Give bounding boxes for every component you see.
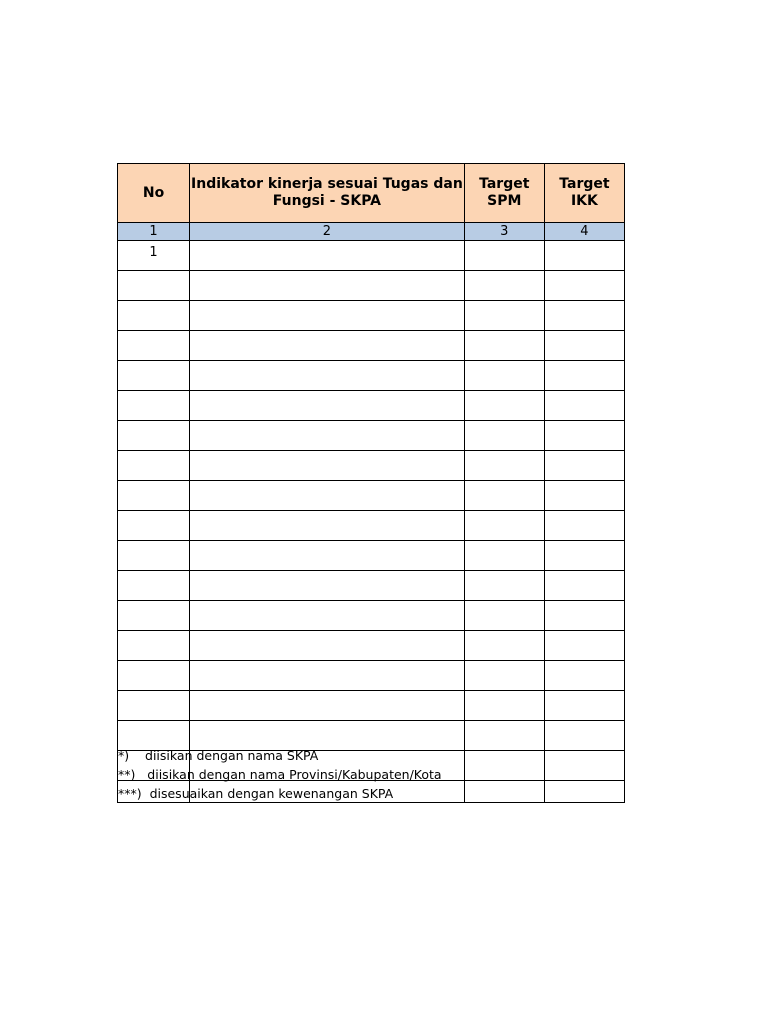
target-spm-cell[interactable]	[464, 301, 544, 331]
target-ikk-cell[interactable]	[544, 451, 624, 481]
no-cell[interactable]	[118, 631, 190, 661]
column-number-4: 4	[544, 223, 624, 241]
no-cell[interactable]	[118, 361, 190, 391]
indikator-cell[interactable]	[190, 451, 465, 481]
target-spm-cell[interactable]	[464, 601, 544, 631]
target-ikk-cell[interactable]	[544, 601, 624, 631]
target-spm-cell[interactable]	[464, 721, 544, 751]
target-spm-cell[interactable]	[464, 571, 544, 601]
no-cell[interactable]	[118, 421, 190, 451]
indikator-cell[interactable]	[190, 691, 465, 721]
no-cell[interactable]	[118, 661, 190, 691]
target-spm-cell[interactable]	[464, 511, 544, 541]
target-ikk-cell[interactable]	[544, 541, 624, 571]
header-target-ikk: Target IKK	[544, 164, 624, 223]
no-cell[interactable]	[118, 301, 190, 331]
no-cell[interactable]	[118, 391, 190, 421]
indikator-cell[interactable]	[190, 511, 465, 541]
no-cell[interactable]	[118, 481, 190, 511]
table-row	[118, 571, 625, 601]
indikator-cell[interactable]	[190, 241, 465, 271]
indicator-table	[117, 163, 625, 803]
target-spm-cell[interactable]	[464, 541, 544, 571]
target-ikk-cell[interactable]	[544, 301, 624, 331]
target-ikk-cell[interactable]	[544, 721, 624, 751]
no-cell[interactable]: 1	[118, 241, 190, 271]
target-ikk-cell[interactable]	[544, 391, 624, 421]
footnotes	[118, 746, 442, 803]
table-row	[118, 601, 625, 631]
target-spm-cell[interactable]	[464, 751, 544, 781]
table-row	[118, 301, 625, 331]
no-cell[interactable]	[118, 601, 190, 631]
no-cell[interactable]	[118, 511, 190, 541]
no-cell[interactable]	[118, 271, 190, 301]
indikator-cell[interactable]	[190, 601, 465, 631]
footnote-3: ***) disesuaikan dengan kewenangan SKPA	[118, 786, 394, 801]
target-spm-cell[interactable]	[464, 661, 544, 691]
header-target-spm: Target SPM	[464, 164, 544, 223]
target-ikk-cell[interactable]	[544, 751, 624, 781]
target-ikk-cell[interactable]	[544, 511, 624, 541]
column-number-2: 2	[190, 223, 465, 241]
table-body	[118, 241, 625, 803]
table-row	[118, 271, 625, 301]
table-row	[118, 541, 625, 571]
indikator-cell[interactable]	[190, 421, 465, 451]
table-row	[118, 631, 625, 661]
target-ikk-cell[interactable]	[544, 571, 624, 601]
target-ikk-cell[interactable]	[544, 271, 624, 301]
target-ikk-cell[interactable]	[544, 361, 624, 391]
table-row	[118, 511, 625, 541]
table-row	[118, 481, 625, 511]
target-spm-cell[interactable]	[464, 481, 544, 511]
no-cell[interactable]	[118, 541, 190, 571]
column-number-row	[118, 223, 625, 241]
target-spm-cell[interactable]	[464, 391, 544, 421]
indikator-cell[interactable]	[190, 361, 465, 391]
no-cell[interactable]	[118, 691, 190, 721]
indikator-cell[interactable]	[190, 331, 465, 361]
table-row	[118, 661, 625, 691]
target-spm-cell[interactable]	[464, 451, 544, 481]
target-ikk-cell[interactable]	[544, 421, 624, 451]
indikator-cell[interactable]	[190, 541, 465, 571]
indikator-cell[interactable]	[190, 661, 465, 691]
target-ikk-cell[interactable]	[544, 661, 624, 691]
target-spm-cell[interactable]	[464, 331, 544, 361]
target-spm-cell[interactable]	[464, 781, 544, 803]
target-spm-cell[interactable]	[464, 421, 544, 451]
target-spm-cell[interactable]	[464, 271, 544, 301]
target-ikk-cell[interactable]	[544, 481, 624, 511]
target-ikk-cell[interactable]	[544, 331, 624, 361]
target-ikk-cell[interactable]	[544, 781, 624, 803]
table-row	[118, 691, 625, 721]
target-spm-cell[interactable]	[464, 631, 544, 661]
indikator-cell[interactable]	[190, 571, 465, 601]
indikator-cell[interactable]	[190, 271, 465, 301]
no-cell[interactable]	[118, 451, 190, 481]
table-row	[118, 241, 625, 271]
target-spm-cell[interactable]	[464, 241, 544, 271]
table-row	[118, 361, 625, 391]
target-ikk-cell[interactable]	[544, 241, 624, 271]
table-header-row	[118, 164, 625, 223]
indikator-cell[interactable]	[190, 481, 465, 511]
target-ikk-cell[interactable]	[544, 691, 624, 721]
header-indikator: Indikator kinerja sesuai Tugas dan Fungsi - SKPA	[190, 164, 465, 223]
target-ikk-cell[interactable]	[544, 631, 624, 661]
target-spm-cell[interactable]	[464, 361, 544, 391]
table-row	[118, 391, 625, 421]
no-cell[interactable]	[118, 331, 190, 361]
header-no: No	[118, 164, 190, 223]
column-number-1: 1	[118, 223, 190, 241]
table-row	[118, 451, 625, 481]
indikator-cell[interactable]	[190, 301, 465, 331]
column-number-3: 3	[464, 223, 544, 241]
target-spm-cell[interactable]	[464, 691, 544, 721]
table-row	[118, 421, 625, 451]
footnote-2: **) diisikan dengan nama Provinsi/Kabupaten/Kota	[118, 767, 442, 782]
table-row	[118, 331, 625, 361]
no-cell[interactable]	[118, 571, 190, 601]
footnote-1: *) diisikan dengan nama SKPA	[118, 748, 319, 763]
indikator-cell[interactable]	[190, 631, 465, 661]
indikator-cell[interactable]	[190, 391, 465, 421]
